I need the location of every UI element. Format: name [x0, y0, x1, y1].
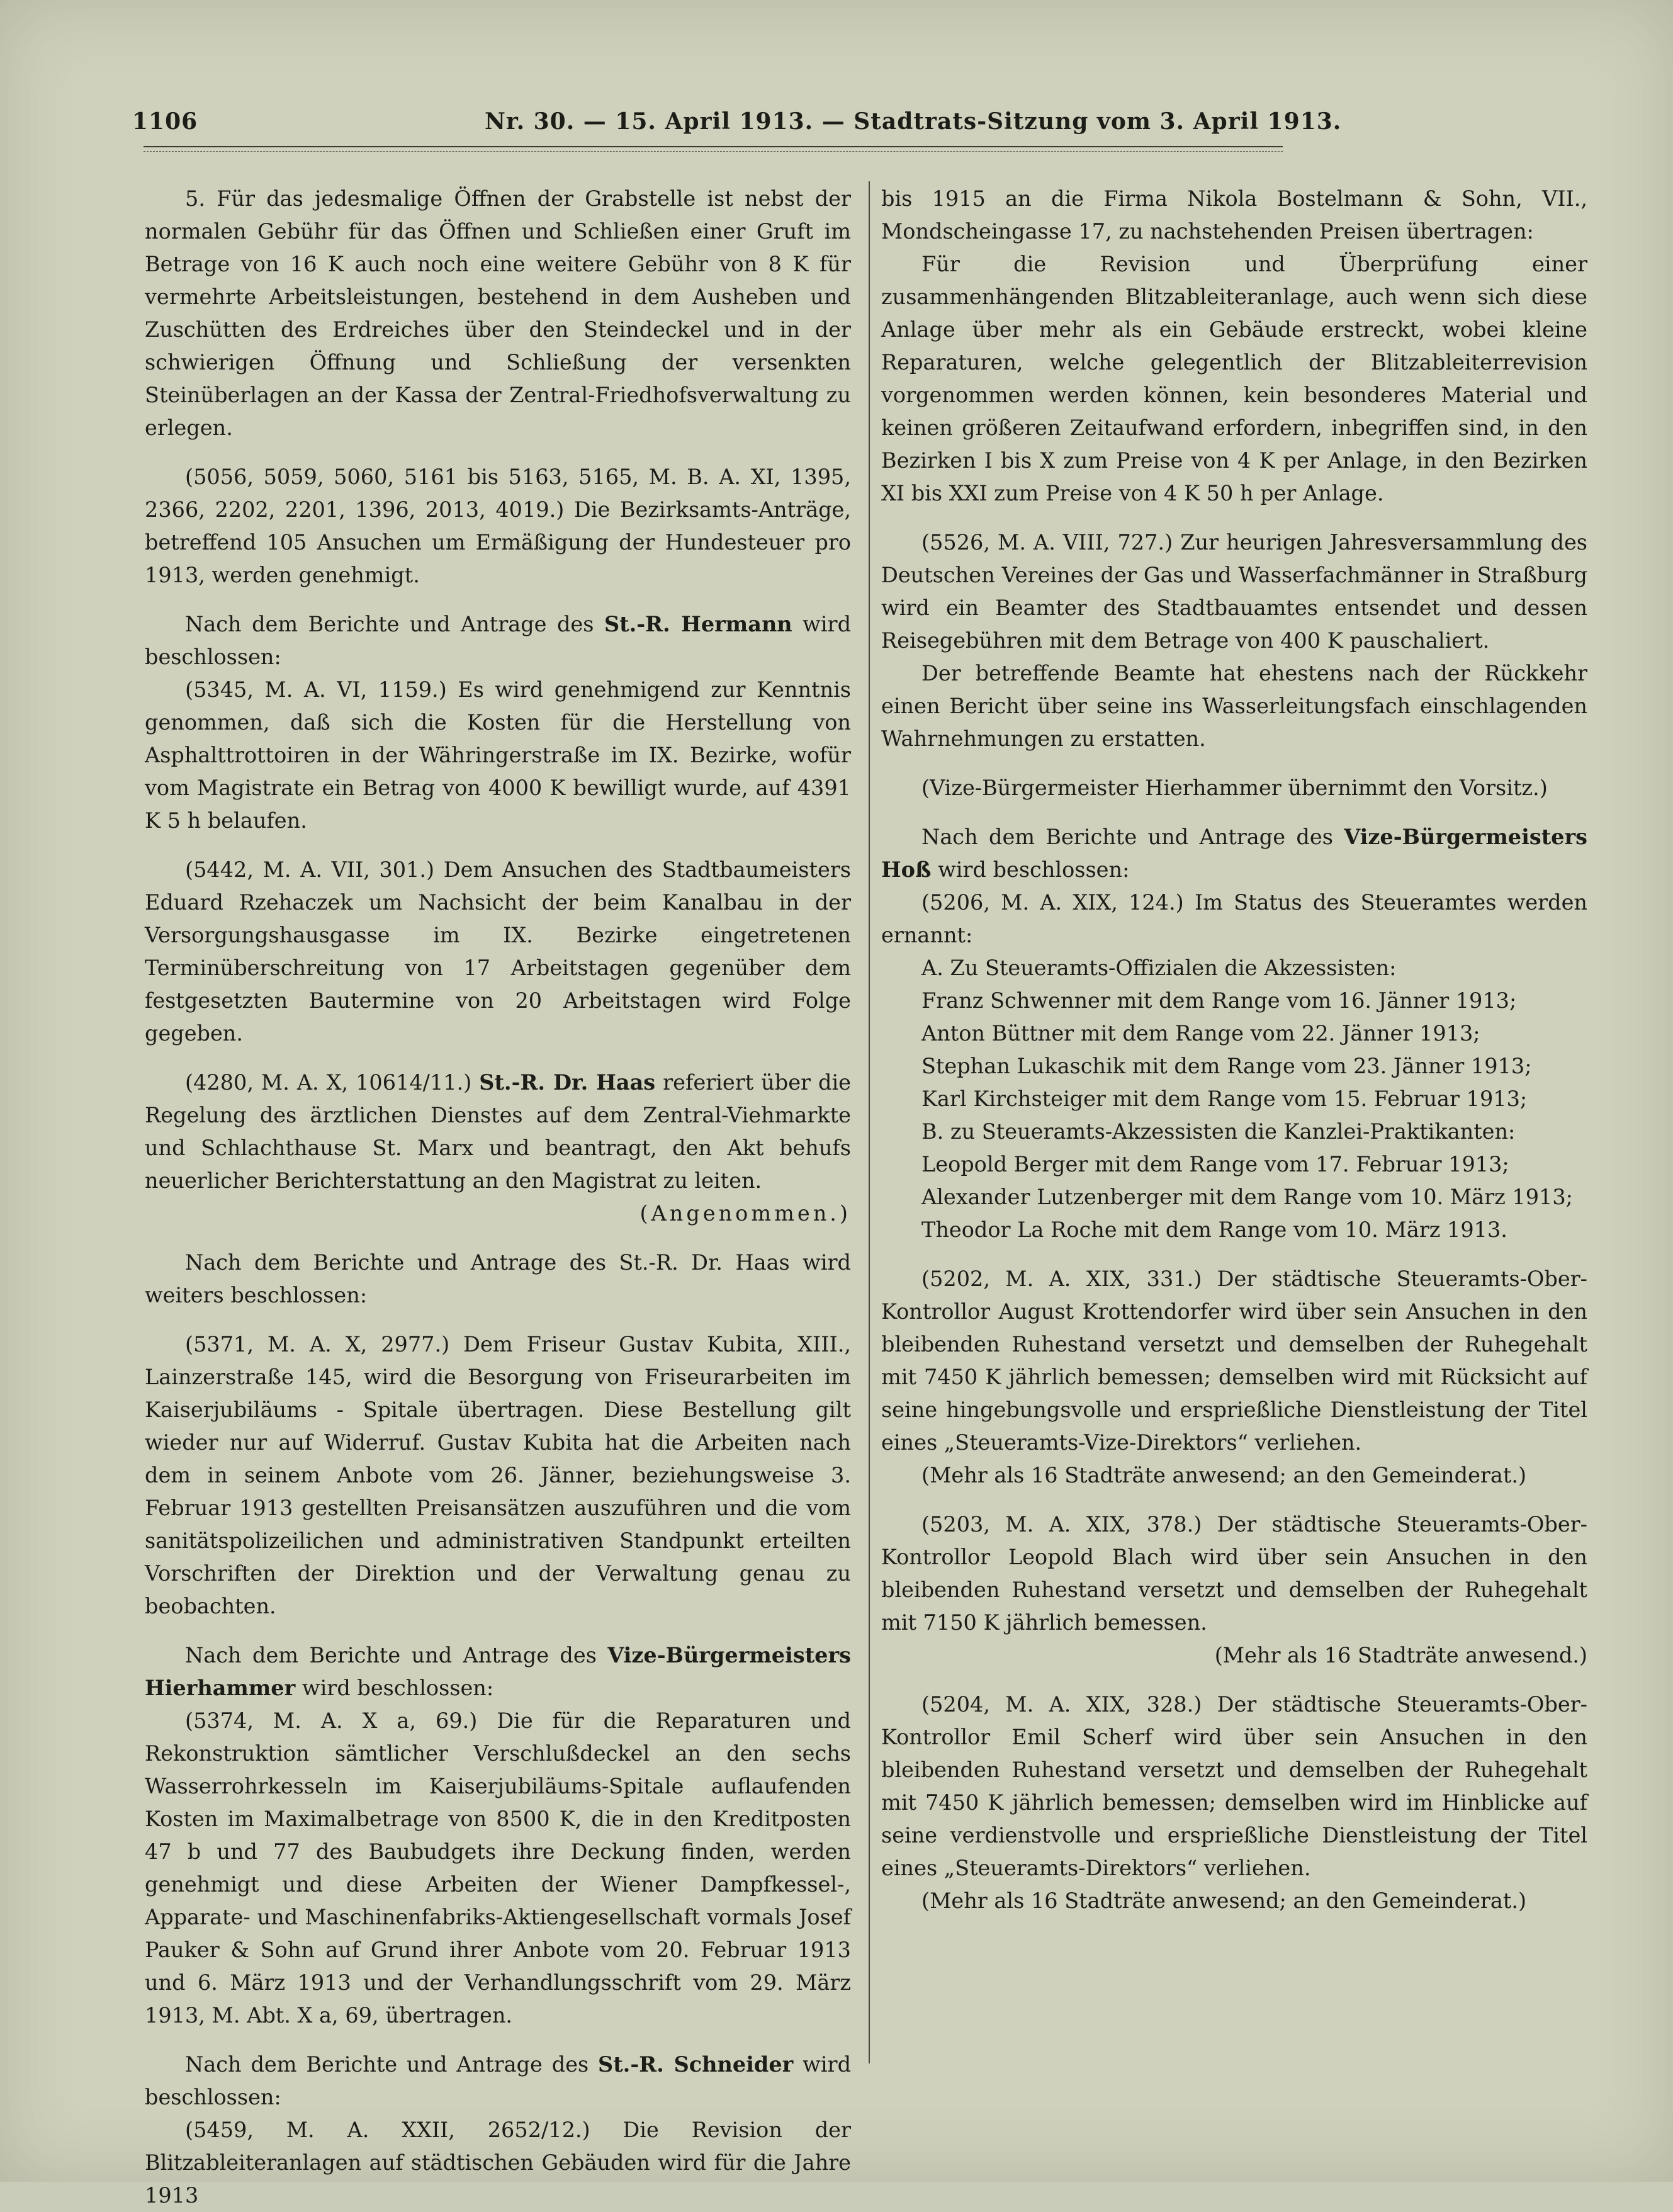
list-item: Franz Schwenner mit dem Range vom 16. Jänner 1913;: [921, 988, 1517, 1013]
left-column: [145, 183, 851, 2212]
text-run: Nach dem Berichte und Antrage des: [185, 612, 604, 636]
text-run: wird beschlossen:: [295, 1676, 494, 1700]
header-rule: [144, 146, 1283, 152]
paragraph: (5374, M. A. X a, 69.) Die für die Reparaturen und Rekonstruktion sämtlicher Verschlußdeckel an den sechs Wasserrohrkesseln im Kaiserjubiläums-Spitale auflaufenden Kosten im Maximalbetrage von 8500 K, die in den Kreditposten 47 b und 77 des Baubudgets ihre Deckung finden, werden genehmigt und diese Arbeiten der Wiener Dampfkessel-, Apparate- und Maschinenfabriks-Aktiengesellschaft vormals Josef Pauker & Sohn auf Grund ihrer Anbote vom 20. Februar 1913 und 6. März 1913 und der Verhandlungsschrift vom 29. März 1913, M. Abt. X a, 69, übertragen.: [145, 1708, 851, 2028]
paragraph: [145, 2048, 851, 2114]
paragraph: (5206, M. A. XIX, 124.) Im Status des Steueramtes werden ernannt:: [881, 890, 1587, 947]
text-run: wird beschlossen:: [931, 857, 1130, 882]
resolution-note: (Mehr als 16 Stadträte anwesend; an den Gemeinderat.): [921, 1463, 1527, 1487]
paragraph: (5371, M. A. X, 2977.) Dem Friseur Gustav Kubita, XIII., Lainzerstraße 145, wird die Besorgung von Friseurarbeiten im Kaiserjubiläums - Spitale übertragen. Diese Bestellung gilt wieder nur auf Widerruf. Gustav Kubita hat die Arbeiten nach dem in seinem Anbote vom 26. Jänner, beziehungsweise 3. Februar 1913 gestellten Preisansätzen auszuführen und die vom sanitätspolizeilichen und administrativen Standpunkt erteilten Vorschriften der Direktion und der Verwaltung genau zu beobachten.: [145, 1332, 851, 1618]
resolution-note: (Angenommen.): [639, 1201, 851, 1226]
paragraph: (5442, M. A. VII, 301.) Dem Ansuchen des Stadtbaumeisters Eduard Rzehaczek um Nachsicht der beim Kanalbau in der Versorgungshausgasse im IX. Bezirke eingetretenen Terminüberschreitung von 17 Arbeitstagen gegenüber dem festgesetzten Bautermine von 20 Arbeitstagen wird Folge gegeben.: [145, 857, 851, 1046]
paragraph: (5204, M. A. XIX, 328.) Der städtische Steueramts-Ober-Kontrollor Emil Scherf wird über sein Ansuchen in den bleibenden Ruhestand versetzt und demselben der Ruhegehalt mit 7450 K jährlich bemessen; demselben wird im Hinblicke auf seine verdienstvolle und ersprießliche Dienstleistung der Titel eines „Steueramts-Direktors“ verliehen.: [881, 1692, 1587, 1880]
paragraph: [145, 1066, 851, 1197]
paragraph: 5. Für das jedesmalige Öffnen der Grabstelle ist nebst der normalen Gebühr für das Öffnen und Schließen einer Gruft im Betrage von 16 K auch noch eine weitere Gebühr von 8 K für vermehrte Arbeitsleistungen, bestehend in dem Ausheben und Zuschütten des Erdreiches über den Steindeckel und in der schwierigen Öffnung und Schließung der versenkten Steinüberlagen an der Kassa der Zentral-Friedhofsverwaltung zu erlegen.: [145, 186, 851, 440]
chair-note: (Vize-Bürgermeister Hierhammer übernimmt den Vorsitz.): [921, 776, 1548, 800]
resolution-note: (Mehr als 16 Stadträte anwesend; an den Gemeinderat.): [921, 1888, 1527, 1913]
councillor-name: St.-R. Hermann: [604, 612, 792, 636]
running-title: Nr. 30. — 15. April 1913. — Stadtrats-Sitzung vom 3. April 1913.: [485, 108, 1342, 135]
list-item: B. zu Steueramts-Akzessisten die Kanzlei-Praktikanten:: [921, 1119, 1516, 1144]
list-item: Theodor La Roche mit dem Range vom 10. März 1913.: [921, 1217, 1507, 1242]
list-item: Stephan Lukaschik mit dem Range vom 23. Jänner 1913;: [921, 1054, 1532, 1078]
paragraph: [145, 608, 851, 674]
text-run: wird beschlossen:: [145, 612, 852, 669]
text-run: Nach dem Berichte und Antrage des: [921, 825, 1344, 849]
paragraph: (5526, M. A. VIII, 727.) Zur heurigen Jahresversammlung des Deutschen Vereines der Gas und Wasserfachmänner in Straßburg wird ein Beamter des Stadtbauamtes entsendet und dessen Reisegebühren mit dem Betrage von 400 K pauschaliert.: [881, 530, 1587, 653]
text-run: referiert über die Regelung des ärztlichen Dienstes auf dem Zentral-Viehmarkte und Schlachthause St. Marx und beantragt, den Akt behufs neuerlicher Berichterstattung an den Magistrat zu leiten.: [145, 1070, 851, 1193]
list-item: Alexander Lutzenberger mit dem Range vom 10. März 1913;: [921, 1185, 1573, 1209]
paragraph: (5056, 5059, 5060, 5161 bis 5163, 5165, M. B. A. XI, 1395, 2366, 2202, 2201, 1396, 2013, 4019.) Die Bezirksamts-Anträge, betreffend 105 Ansuchen um Ermäßigung der Hundesteuer pro 1913, werden genehmigt.: [145, 465, 851, 587]
councillor-name: St.-R. Dr. Haas: [479, 1070, 656, 1095]
column-divider: [869, 181, 870, 2063]
list-item: Anton Büttner mit dem Range vom 22. Jänner 1913;: [921, 1021, 1480, 1046]
paragraph: bis 1915 an die Firma Nikola Bostelmann & Sohn, VII., Mondscheingasse 17, zu nachstehenden Preisen übertragen:: [881, 186, 1587, 244]
list-item: Karl Kirchsteiger mit dem Range vom 15. Februar 1913;: [921, 1086, 1528, 1111]
paragraph: (5345, M. A. VI, 1159.) Es wird genehmigend zur Kenntnis genommen, daß sich die Kosten für die Herstellung von Asphalttrottoiren in der Währingerstraße im IX. Bezirke, wofür vom Magistrate ein Betrag von 4000 K bewilligt wurde, auf 4391 K 5 h belaufen.: [145, 677, 851, 833]
list-item: A. Zu Steueramts-Offizialen die Akzessisten:: [921, 956, 1397, 980]
paragraph: [881, 821, 1587, 886]
paragraph: Der betreffende Beamte hat ehestens nach der Rückkehr einen Bericht über seine ins Wasserleitungsfach einschlagenden Wahrnehmungen zu erstatten.: [881, 661, 1587, 751]
page-header: [132, 101, 1342, 145]
councillor-name: Vize-Bürgermeisters Hierhammer: [145, 1643, 851, 1700]
councillor-name: Vize-Bürgermeisters Hoß: [881, 825, 1587, 882]
page-number: 1106: [132, 108, 198, 135]
text-run: (4280, M. A. X, 10614/11.): [185, 1070, 480, 1095]
right-column: [881, 183, 1587, 1917]
list-item: Leopold Berger mit dem Range vom 17. Februar 1913;: [921, 1152, 1509, 1177]
paragraph: (5459, M. A. XXII, 2652/12.) Die Revision der Blitzableiteranlagen auf städtischen Gebäuden wird für die Jahre 1913: [145, 2118, 851, 2208]
councillor-name: St.-R. Schneider: [598, 2052, 794, 2077]
text-run: Nach dem Berichte und Antrage des: [185, 2052, 598, 2077]
paragraph: [145, 1639, 851, 1705]
paragraph: Für die Revision und Überprüfung einer zusammenhängenden Blitzableiteranlage, auch wenn sich diese Anlage über mehr als ein Gebäude erstreckt, wobei kleine Reparaturen, welche gelegentlich der Blitzableiterrevision vorgenommen werden können, kein besonderes Material und keinen größeren Zeitaufwand erfordern, inbegriffen sind, in den Bezirken I bis X zum Preise von 4 K per Anlage, in den Bezirken XI bis XXI zum Preise von 4 K 50 h per Anlage.: [881, 252, 1587, 505]
paragraph: (5202, M. A. XIX, 331.) Der städtische Steueramts-Ober-Kontrollor August Krottendorfer wird über sein Ansuchen in den bleibenden Ruhestand versetzt und demselben der Ruhegehalt mit 7450 K jährlich bemessen; demselben wird mit Rücksicht auf seine hingebungsvolle und ersprießliche Dienstleistung der Titel eines „Steueramts-Vize-Direktors“ verliehen.: [881, 1267, 1587, 1455]
resolution-note: (Mehr als 16 Stadträte anwesend.): [1214, 1643, 1587, 1667]
paragraph: Nach dem Berichte und Antrage des St.-R. Dr. Haas wird weiters beschlossen:: [145, 1250, 851, 1307]
paragraph: (5203, M. A. XIX, 378.) Der städtische Steueramts-Ober-Kontrollor Leopold Blach wird über sein Ansuchen in den bleibenden Ruhestand versetzt und demselben der Ruhegehalt mit 7150 K jährlich bemessen.: [881, 1512, 1587, 1635]
text-run: Nach dem Berichte und Antrage des: [185, 1643, 608, 1667]
text-run: wird beschlossen:: [145, 2052, 852, 2109]
